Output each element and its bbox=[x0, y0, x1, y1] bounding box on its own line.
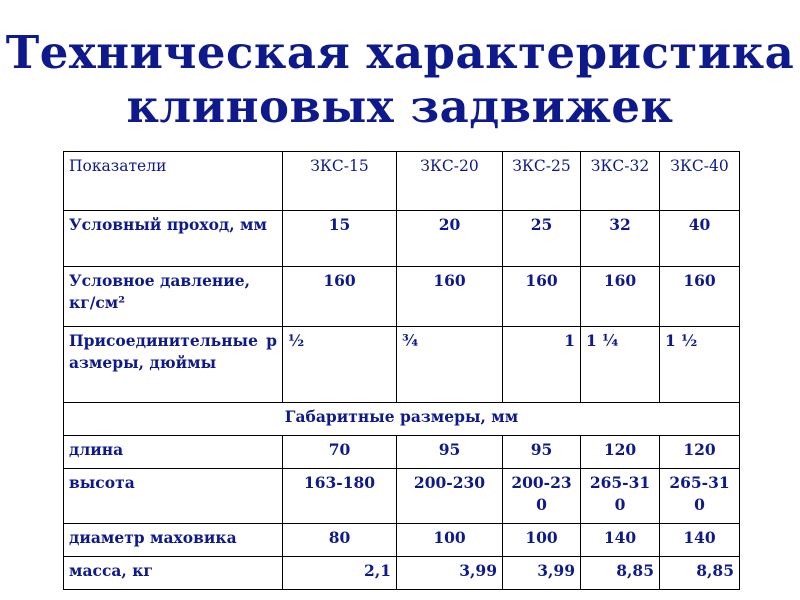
table-cell: 3,99 bbox=[503, 557, 581, 590]
table-cell: ½ bbox=[283, 327, 397, 403]
row-label: Условное давление, кг/см² bbox=[64, 267, 283, 327]
table-cell: 2,1 bbox=[283, 557, 397, 590]
table-cell: 160 bbox=[660, 267, 740, 327]
table-cell: 20 bbox=[397, 211, 503, 267]
header-cell-zks15: ЗКС-15 bbox=[283, 152, 397, 211]
table-row-length bbox=[64, 436, 740, 469]
table-cell: 80 bbox=[283, 524, 397, 557]
table-cell: 15 bbox=[283, 211, 397, 267]
table-cell: 200-230 bbox=[503, 469, 581, 524]
table-section-row bbox=[64, 403, 740, 436]
table-cell: 25 bbox=[503, 211, 581, 267]
section-title: Габаритные размеры, мм bbox=[64, 403, 740, 436]
table-cell: 1 ½ bbox=[660, 327, 740, 403]
table-cell: 160 bbox=[283, 267, 397, 327]
row-label: длина bbox=[64, 436, 283, 469]
table-cell: 100 bbox=[503, 524, 581, 557]
table-cell: 163-180 bbox=[283, 469, 397, 524]
table-row-height bbox=[64, 469, 740, 524]
table-cell: 265-310 bbox=[660, 469, 740, 524]
table-cell: 95 bbox=[397, 436, 503, 469]
page-title-line-1: Техническая характеристика bbox=[5, 26, 795, 79]
header-cell-zks20: ЗКС-20 bbox=[397, 152, 503, 211]
row-label: высота bbox=[64, 469, 283, 524]
table-row-nominal-pressure bbox=[64, 267, 740, 327]
row-label: масса, кг bbox=[64, 557, 283, 590]
header-cell-zks32: ЗКС-32 bbox=[581, 152, 660, 211]
page-title-line-2: клиновых задвижек bbox=[126, 80, 674, 133]
table-cell: 95 bbox=[503, 436, 581, 469]
table-row-connection-size bbox=[64, 327, 740, 403]
table-cell: 120 bbox=[581, 436, 660, 469]
table-cell: 70 bbox=[283, 436, 397, 469]
spec-table bbox=[63, 151, 740, 590]
row-label: Присоединительные размеры, дюймы bbox=[64, 327, 283, 403]
table-cell: 120 bbox=[660, 436, 740, 469]
header-cell-zks25: ЗКС-25 bbox=[503, 152, 581, 211]
header-cell-indicators: Показатели bbox=[64, 152, 283, 211]
row-label: диаметр маховика bbox=[64, 524, 283, 557]
table-header-row bbox=[64, 152, 740, 211]
table-cell: ¾ bbox=[397, 327, 503, 403]
table-cell: 40 bbox=[660, 211, 740, 267]
table-cell: 160 bbox=[581, 267, 660, 327]
header-cell-zks40: ЗКС-40 bbox=[660, 152, 740, 211]
table-cell: 3,99 bbox=[397, 557, 503, 590]
table-cell: 160 bbox=[503, 267, 581, 327]
table-row-mass bbox=[64, 557, 740, 590]
table-cell: 1 ¼ bbox=[581, 327, 660, 403]
table-cell: 1 bbox=[503, 327, 581, 403]
table-cell: 140 bbox=[660, 524, 740, 557]
table-cell: 200-230 bbox=[397, 469, 503, 524]
table-cell: 8,85 bbox=[660, 557, 740, 590]
table-cell: 160 bbox=[397, 267, 503, 327]
table-row-nominal-bore bbox=[64, 211, 740, 267]
row-label: Условный проход, мм bbox=[64, 211, 283, 267]
table-cell: 140 bbox=[581, 524, 660, 557]
table-cell: 265-310 bbox=[581, 469, 660, 524]
table-cell: 8,85 bbox=[581, 557, 660, 590]
page-title bbox=[0, 26, 800, 134]
table-cell: 100 bbox=[397, 524, 503, 557]
table-cell: 32 bbox=[581, 211, 660, 267]
table-row-handwheel-diameter bbox=[64, 524, 740, 557]
